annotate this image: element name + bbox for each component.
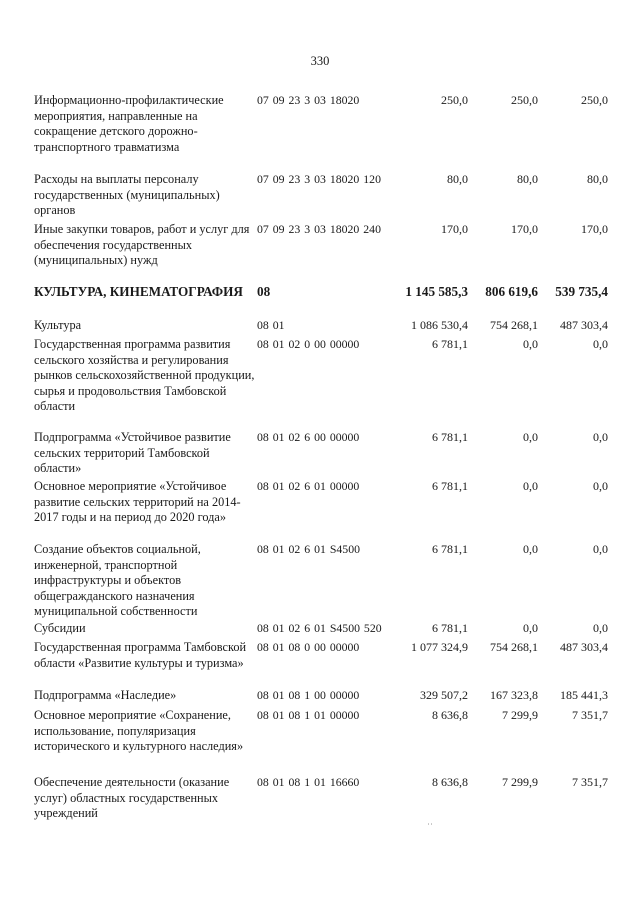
row-value-1: 329 507,2: [420, 688, 468, 702]
row-value-2: 250,0: [511, 93, 538, 107]
page-number: 330: [310, 54, 330, 68]
row-code: 08: [257, 284, 271, 299]
row-value-3: 0,0: [593, 542, 608, 556]
row-name: Основное мероприятие «Устойчивое развитие сельских территорий на 2014-2017 годы и на период до 2020 года»: [34, 479, 241, 525]
row-value-2: 806 619,6: [485, 284, 538, 299]
row-name: Подпрограмма «Наследие»: [34, 688, 177, 702]
row-value-3: 170,0: [581, 222, 608, 236]
row-code: 07 09 23 3 03 18020 120: [257, 172, 381, 186]
row-value-1: 8 636,8: [432, 708, 468, 722]
row-code: 08 01 02 6 01 00000: [257, 479, 360, 493]
row-name: Государственная программа развития сельского хозяйства и регулирования рынков сельскохозяйственной продукции, сырья и продовольствия Тамбовской области: [34, 337, 255, 414]
row-value-3: 487 303,4: [560, 318, 608, 332]
row-value-1: 1 086 530,4: [411, 318, 468, 332]
row-value-2: 0,0: [523, 542, 538, 556]
row-value-3: 185 441,3: [560, 688, 608, 702]
row-code: 08 01 02 6 00 00000: [257, 430, 360, 444]
row-name: Государственная программа Тамбовской области «Развитие культуры и туризма»: [34, 640, 247, 670]
row-value-2: 167 323,8: [490, 688, 538, 702]
row-value-1: 6 781,1: [432, 430, 468, 444]
row-value-3: 80,0: [587, 172, 608, 186]
row-name: Иные закупки товаров, работ и услуг для обеспечения государственных (муниципальных) нужд: [34, 222, 250, 268]
row-name: Культура: [34, 318, 82, 332]
row-value-3: 0,0: [593, 430, 608, 444]
row-name: Основное мероприятие «Сохранение, использование, популяризация исторического и культурного наследия»: [34, 708, 244, 754]
row-value-1: 80,0: [447, 172, 468, 186]
row-value-2: 7 299,9: [502, 708, 538, 722]
row-name: Расходы на выплаты персоналу государственных (муниципальных) органов: [34, 172, 220, 218]
row-code: 08 01: [257, 318, 285, 332]
row-name: Информационно-профилактические мероприятия, направленные на сокращение детского дорожно-транспортного травматизма: [34, 93, 224, 154]
row-value-3: 539 735,4: [555, 284, 608, 299]
row-code: 08 01 02 6 01 S4500 520: [257, 621, 382, 635]
row-code: 08 01 08 1 00 00000: [257, 688, 360, 702]
row-code: 07 09 23 3 03 18020: [257, 93, 360, 107]
row-value-3: 0,0: [593, 479, 608, 493]
row-value-3: 0,0: [593, 337, 608, 351]
row-value-1: 1 077 324,9: [411, 640, 468, 654]
row-value-1: 6 781,1: [432, 337, 468, 351]
row-value-1: 170,0: [441, 222, 468, 236]
row-value-2: 0,0: [523, 430, 538, 444]
row-value-2: 170,0: [511, 222, 538, 236]
row-code: 08 01 08 1 01 16660: [257, 775, 360, 789]
row-value-1: 6 781,1: [432, 479, 468, 493]
row-value-3: 7 351,7: [572, 775, 608, 789]
row-name: Обеспечение деятельности (оказание услуг) областных государственных учреждений: [34, 775, 230, 821]
row-value-2: 0,0: [523, 621, 538, 635]
scan-speck: ˙˙: [427, 822, 433, 832]
row-code: 07 09 23 3 03 18020 240: [257, 222, 381, 236]
row-value-3: 250,0: [581, 93, 608, 107]
row-code: 08 01 08 0 00 00000: [257, 640, 360, 654]
row-value-2: 0,0: [523, 337, 538, 351]
row-value-2: 754 268,1: [490, 640, 538, 654]
row-name: Подпрограмма «Устойчивое развитие сельских территорий Тамбовской области»: [34, 430, 231, 476]
row-code: 08 01 08 1 01 00000: [257, 708, 360, 722]
row-value-2: 0,0: [523, 479, 538, 493]
row-value-1: 250,0: [441, 93, 468, 107]
section-heading: КУЛЬТУРА, КИНЕМАТОГРАФИЯ: [34, 284, 243, 299]
row-value-1: 6 781,1: [432, 621, 468, 635]
row-name: Создание объектов социальной, инженерной, транспортной инфраструктуры и объектов общегражданского назначения муниципальной собственности: [34, 542, 201, 619]
row-value-2: 754 268,1: [490, 318, 538, 332]
row-value-3: 7 351,7: [572, 708, 608, 722]
row-value-3: 0,0: [593, 621, 608, 635]
row-code: 08 01 02 0 00 00000: [257, 337, 360, 351]
row-value-1: 6 781,1: [432, 542, 468, 556]
row-value-1: 8 636,8: [432, 775, 468, 789]
row-name: Субсидии: [34, 621, 86, 635]
row-value-2: 80,0: [517, 172, 538, 186]
row-value-3: 487 303,4: [560, 640, 608, 654]
row-code: 08 01 02 6 01 S4500: [257, 542, 360, 556]
row-value-2: 7 299,9: [502, 775, 538, 789]
row-value-1: 1 145 585,3: [405, 284, 468, 299]
